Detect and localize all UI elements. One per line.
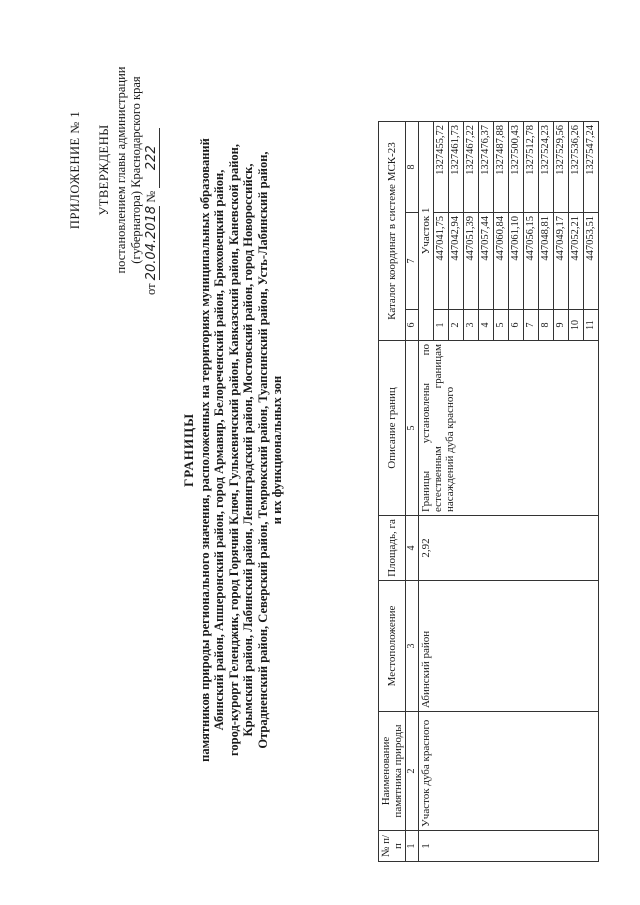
approval-block <box>68 35 160 305</box>
title-line-6: и их функциональных зон <box>270 375 284 525</box>
coord-y: 1327487,88 <box>494 122 509 213</box>
title-line-2: Абинский район, Апшеронский район, город Армавир, Белореченский район, Брюховецкий район, <box>212 169 226 731</box>
col-number: 4 <box>406 516 419 581</box>
handwritten-date: 20.04.2018 <box>144 205 159 281</box>
handwritten-number: 222 <box>144 128 160 188</box>
coord-x: 447052,21 <box>569 213 584 310</box>
coord-y: 1327536,26 <box>569 122 584 213</box>
coord-x: 447051,39 <box>464 213 479 310</box>
coord-x: 447060,84 <box>494 213 509 310</box>
coord-y: 1327524,23 <box>539 122 554 213</box>
coord-x: 447056,15 <box>524 213 539 310</box>
col-number: 7 <box>406 213 419 310</box>
point-number: 1 <box>434 310 449 341</box>
coord-y: 1327529,56 <box>554 122 569 213</box>
point-number: 2 <box>449 310 464 341</box>
point-number: 7 <box>524 310 539 341</box>
row-number: 1 <box>419 831 599 862</box>
col-number: 2 <box>406 712 419 831</box>
object-area: 2,92 <box>419 516 599 581</box>
coord-y: 1327467,22 <box>464 122 479 213</box>
title-heading: ГРАНИЦЫ <box>181 412 196 488</box>
header-area: Площадь, га <box>379 516 406 581</box>
coord-x: 447057,44 <box>479 213 494 310</box>
col-number: 8 <box>406 122 419 213</box>
coord-x: 447048,81 <box>539 213 554 310</box>
document-title <box>182 50 285 850</box>
column-number-row <box>406 122 419 862</box>
rotated-content <box>20 20 620 880</box>
table-row <box>419 122 434 862</box>
header-num: № п/п <box>379 831 406 862</box>
header-catalog: Каталог координат в системе МСК-23 <box>379 122 406 341</box>
header-name: Наименование памятника природы <box>379 712 406 831</box>
point-number: 9 <box>554 310 569 341</box>
point-number: 4 <box>479 310 494 341</box>
coord-x: 447042,94 <box>449 213 464 310</box>
coord-x: 447053,51 <box>584 213 599 310</box>
coord-y: 1327455,72 <box>434 122 449 213</box>
col-number: 5 <box>406 341 419 516</box>
title-line-3: город-курорт Геленджик, город Горячий Ключ, Гулькевичский район, Кавказский район, Каневской район, <box>226 144 241 756</box>
header-location: Местоположение <box>379 581 406 712</box>
coord-y: 1327512,78 <box>524 122 539 213</box>
section-label: Участок 1 <box>419 122 434 341</box>
object-location: Абинский район <box>419 581 599 712</box>
coord-y: 1327461,73 <box>449 122 464 213</box>
boundaries-table <box>378 121 599 862</box>
point-number: 6 <box>509 310 524 341</box>
approval-line-1: постановлением главы администрации <box>114 66 128 274</box>
table-header-row <box>379 122 406 862</box>
point-number: 5 <box>494 310 509 341</box>
point-number: 8 <box>539 310 554 341</box>
point-number: 10 <box>569 310 584 341</box>
point-number: 3 <box>464 310 479 341</box>
col-number: 3 <box>406 581 419 712</box>
coord-y: 1327476,37 <box>479 122 494 213</box>
approval-line-2: (губернатора) Краснодарского края <box>129 76 143 264</box>
title-line-4: Крымский район, Лабинский район, Ленинградский район, Мостовский район, город Новороссийск, <box>241 163 255 737</box>
point-number: 11 <box>584 310 599 341</box>
object-name: Участок дуба красного <box>419 712 599 831</box>
col-number: 1 <box>406 831 419 862</box>
coord-y: 1327500,43 <box>509 122 524 213</box>
coord-y: 1327547,24 <box>584 122 599 213</box>
coord-x: 447041,75 <box>434 213 449 310</box>
date-prefix: от <box>144 283 158 295</box>
coord-x: 447061,10 <box>509 213 524 310</box>
title-line-1: памятников природы регионального значения, расположенных на территориях муниципальных образований <box>197 138 212 762</box>
number-prefix: № <box>144 190 158 203</box>
appendix-label: ПРИЛОЖЕНИЕ № 1 <box>68 110 82 230</box>
boundary-description: Границы установлены по естественным границам насаждений дуба красного <box>419 341 599 516</box>
title-line-5: Отрадненский район, Северский район, Темрюкский район, Туапсинский район, Усть-Лабинский район, <box>255 151 270 749</box>
header-description: Описание границ <box>379 341 406 516</box>
col-number: 6 <box>406 310 419 341</box>
coord-x: 447049,17 <box>554 213 569 310</box>
approval-date-row <box>144 35 160 305</box>
approved-label: УТВЕРЖДЕНЫ <box>97 124 111 216</box>
